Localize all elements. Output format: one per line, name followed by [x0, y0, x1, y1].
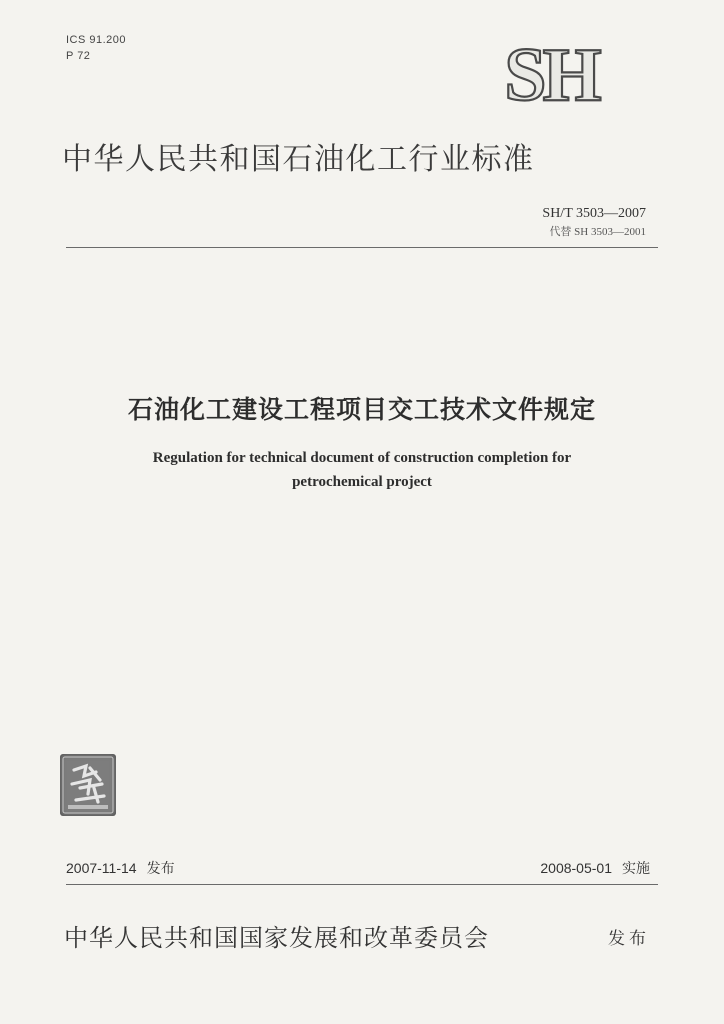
ics-code: ICS 91.200 — [66, 34, 127, 46]
issuing-action: 发布 — [608, 929, 650, 949]
standard-number: SH/T 3503—2007 — [542, 206, 646, 221]
issuing-authority: 中华人民共和国国家发展和改革委员会 — [64, 924, 489, 952]
classification-codes — [66, 32, 126, 64]
stamp-seal-icon — [60, 754, 116, 816]
sh-logo — [478, 38, 624, 108]
sh-logo-text: SH — [504, 38, 598, 108]
issue-date-row — [66, 858, 175, 878]
issue-date: 2007-11-14 — [66, 860, 137, 876]
anti-counterfeit-stamp — [60, 754, 116, 816]
header-divider — [66, 247, 658, 248]
footer-divider — [66, 884, 658, 885]
replaces-standard: 代替 SH 3503—2001 — [549, 226, 646, 238]
issue-label: 发布 — [146, 861, 175, 877]
effective-date-row — [540, 858, 650, 878]
document-title-chinese: 石油化工建设工程项目交工技术文件规定 — [127, 395, 596, 424]
document-title-english — [100, 446, 624, 494]
industry-standard-heading: 中华人民共和国石油化工行业标准 — [62, 142, 535, 177]
effective-date: 2008-05-01 — [540, 860, 612, 876]
effective-label: 实施 — [622, 861, 650, 877]
sh-logo-graphic — [478, 38, 624, 108]
english-title-line-1: Regulation for technical document of construction completion for — [152, 450, 572, 466]
standard-number-block — [542, 204, 646, 240]
ccs-code: P 72 — [66, 50, 91, 62]
english-title-line-2: petrochemical project — [292, 474, 432, 490]
